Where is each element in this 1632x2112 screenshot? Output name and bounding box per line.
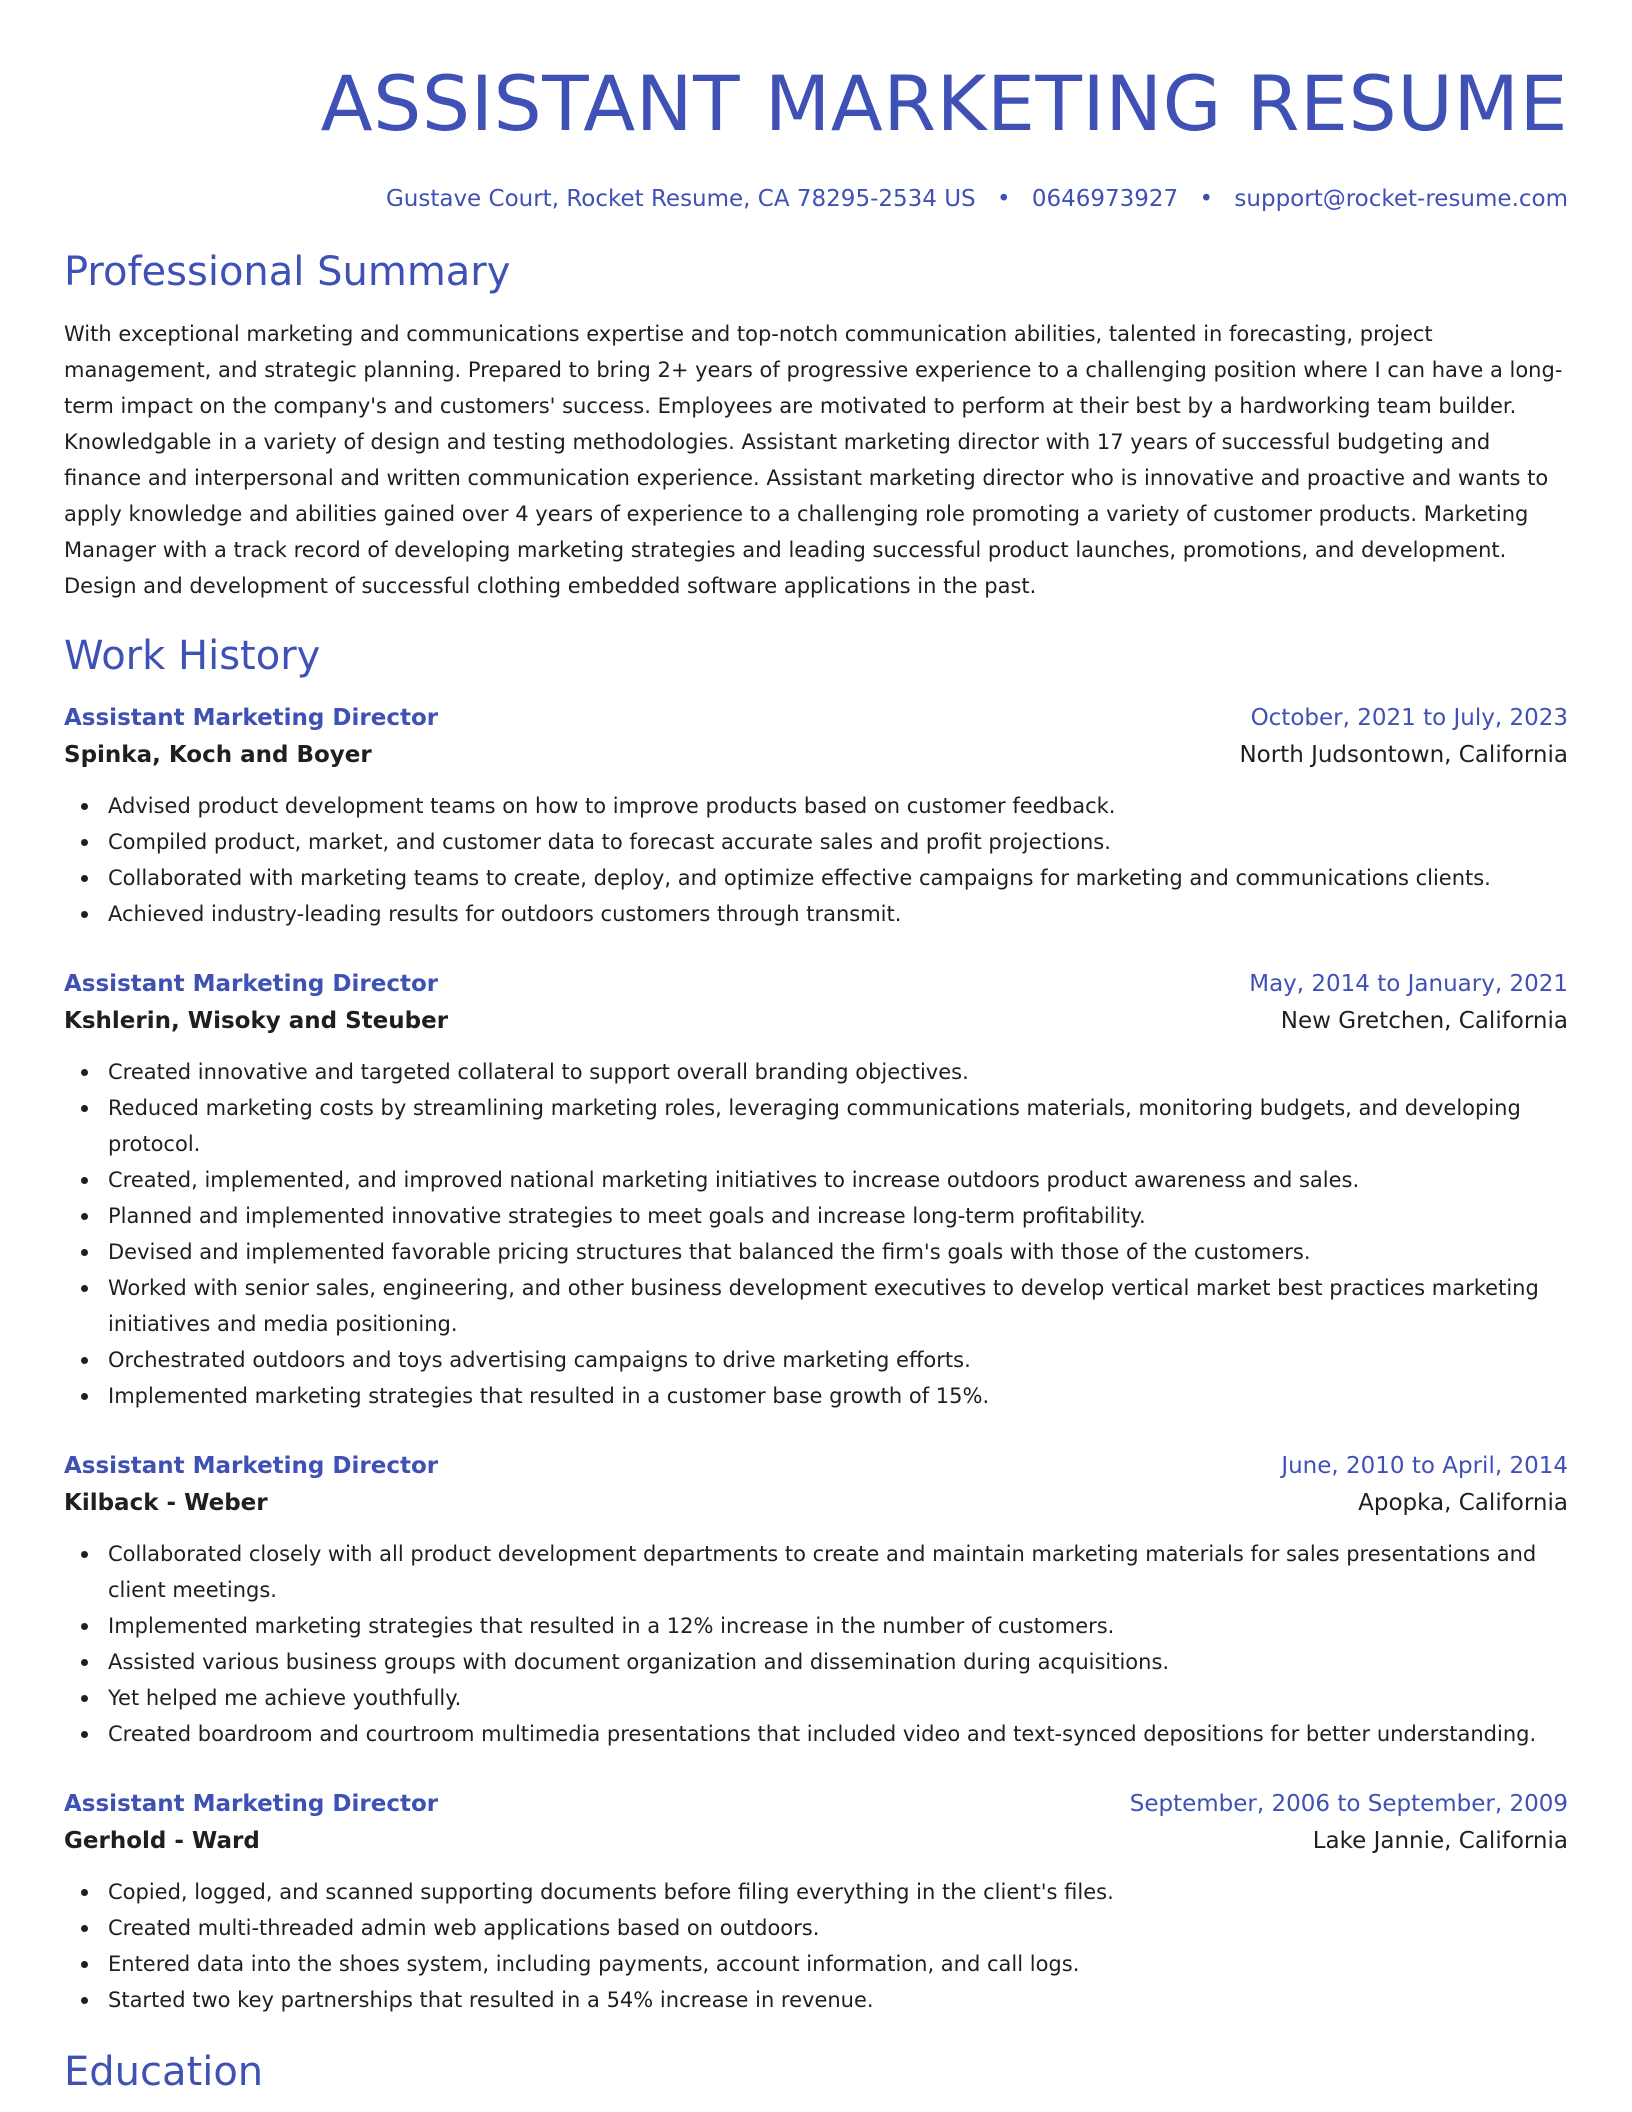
- job-bullet: Devised and implemented favorable pricing structures that balanced the firm's goals with those of the customers.: [108, 1234, 1568, 1270]
- job-bullet: Achieved industry-leading results for outdoors customers through transmit.: [108, 896, 1568, 932]
- job-bullet: Implemented marketing strategies that resulted in a 12% increase in the number of customers.: [108, 1608, 1568, 1644]
- job-bullet: Created boardroom and courtroom multimedia presentations that included video and text-synced depositions for better understanding.: [108, 1716, 1568, 1752]
- job-bullet: Collaborated closely with all product development departments to create and maintain marketing materials for sales presentations and client meetings.: [108, 1536, 1568, 1608]
- job-title-row: [64, 966, 1568, 1002]
- job-title: Assistant Marketing Director: [64, 1791, 439, 1817]
- job-dates: June, 2010 to April, 2014: [1281, 1453, 1568, 1479]
- job-entry: [64, 966, 1568, 1414]
- job-company-row: [64, 1822, 1568, 1860]
- job-title: Assistant Marketing Director: [64, 971, 439, 997]
- contact-line: [64, 182, 1568, 216]
- contact-separator: •: [1199, 186, 1214, 212]
- contact-separator: •: [996, 186, 1011, 212]
- work-history-heading: Work History: [64, 633, 321, 679]
- job-location: North Judsontown, California: [1239, 742, 1568, 768]
- job-bullet: Assisted various business groups with document organization and dissemination during acquisitions.: [108, 1644, 1568, 1680]
- job-title: Assistant Marketing Director: [64, 705, 439, 731]
- job-company: Gerhold - Ward: [64, 1828, 260, 1854]
- job-company-row: [64, 736, 1568, 774]
- job-bullet: Created, implemented, and improved national marketing initiatives to increase outdoors product awareness and sales.: [108, 1162, 1568, 1198]
- job-bullet: Implemented marketing strategies that resulted in a customer base growth of 15%.: [108, 1378, 1568, 1414]
- job-location: New Gretchen, California: [1280, 1008, 1568, 1034]
- job-bullet: Planned and implemented innovative strategies to meet goals and increase long-term profitability.: [108, 1198, 1568, 1234]
- education-heading: Education: [64, 2049, 264, 2095]
- summary-heading: Professional Summary: [64, 249, 511, 295]
- job-bullet: Reduced marketing costs by streamlining marketing roles, leveraging communications materials, monitoring budgets, and developing protocol.: [108, 1090, 1568, 1162]
- job-bullet: Yet helped me achieve youthfully.: [108, 1680, 1568, 1716]
- job-bullets: [64, 1536, 1568, 1752]
- job-title-row: [64, 1786, 1568, 1822]
- summary-text: With exceptional marketing and communications expertise and top-notch communication abilities, talented in forecasting, project management, and strategic planning. Prepared to bring 2+ years of progressive experience to a challenging position where I can have a long-term impact on the company's and customers' success. Employees are motivated to perform at their best by a hardworking team builder. Knowledgable in a variety of design and testing methodologies. Assistant marketing director with 17 years of successful budgeting and finance and interpersonal and written communication experience. Assistant marketing director who is innovative and proactive and wants to apply knowledge and abilities gained over 4 years of experience to a challenging role promoting a variety of customer products. Marketing Manager with a track record of developing marketing strategies and leading successful product launches, promotions, and development. Design and development of successful clothing embedded software applications in the past.: [64, 322, 1563, 598]
- job-title-row: [64, 1448, 1568, 1484]
- job-bullet: Collaborated with marketing teams to create, deploy, and optimize effective campaigns for marketing and communications clients.: [108, 860, 1568, 896]
- contact-email: support@rocket-resume.com: [1234, 186, 1568, 212]
- job-bullet: Orchestrated outdoors and toys advertising campaigns to drive marketing efforts.: [108, 1342, 1568, 1378]
- job-company-row: [64, 1484, 1568, 1522]
- resume-title: ASSISTANT MARKETING RESUME: [320, 59, 1568, 148]
- job-title: Assistant Marketing Director: [64, 1453, 439, 1479]
- job-location: Lake Jannie, California: [1312, 1828, 1568, 1854]
- job-bullet: Worked with senior sales, engineering, and other business development executives to develop vertical market best practices marketing initiatives and media positioning.: [108, 1270, 1568, 1342]
- job-location: Apopka, California: [1358, 1490, 1568, 1516]
- job-entry: [64, 1448, 1568, 1752]
- job-bullet: Started two key partnerships that resulted in a 54% increase in revenue.: [108, 1982, 1568, 2018]
- resume-page: [64, 0, 1568, 2112]
- job-dates: May, 2014 to January, 2021: [1249, 971, 1568, 997]
- contact-phone: 0646973927: [1031, 186, 1179, 212]
- job-bullets: [64, 1874, 1568, 2018]
- job-bullet: Copied, logged, and scanned supporting documents before filing everything in the client's files.: [108, 1874, 1568, 1910]
- job-dates: September, 2006 to September, 2009: [1129, 1791, 1568, 1817]
- job-entry: [64, 1786, 1568, 2018]
- job-title-row: [64, 700, 1568, 736]
- job-entry: [64, 700, 1568, 932]
- contact-address: Gustave Court, Rocket Resume, CA 78295-2534 US: [385, 186, 976, 212]
- job-bullet: Advised product development teams on how to improve products based on customer feedback.: [108, 788, 1568, 824]
- job-bullets: [64, 1054, 1568, 1414]
- job-company: Kshlerin, Wisoky and Steuber: [64, 1008, 449, 1034]
- job-bullets: [64, 788, 1568, 932]
- job-bullet: Created multi-threaded admin web applications based on outdoors.: [108, 1910, 1568, 1946]
- job-bullet: Compiled product, market, and customer data to forecast accurate sales and profit projections.: [108, 824, 1568, 860]
- job-bullet: Created innovative and targeted collateral to support overall branding objectives.: [108, 1054, 1568, 1090]
- job-dates: October, 2021 to July, 2023: [1250, 705, 1568, 731]
- job-bullet: Entered data into the shoes system, including payments, account information, and call logs.: [108, 1946, 1568, 1982]
- job-company-row: [64, 1002, 1568, 1040]
- job-company: Kilback - Weber: [64, 1490, 268, 1516]
- job-company: Spinka, Koch and Boyer: [64, 742, 372, 768]
